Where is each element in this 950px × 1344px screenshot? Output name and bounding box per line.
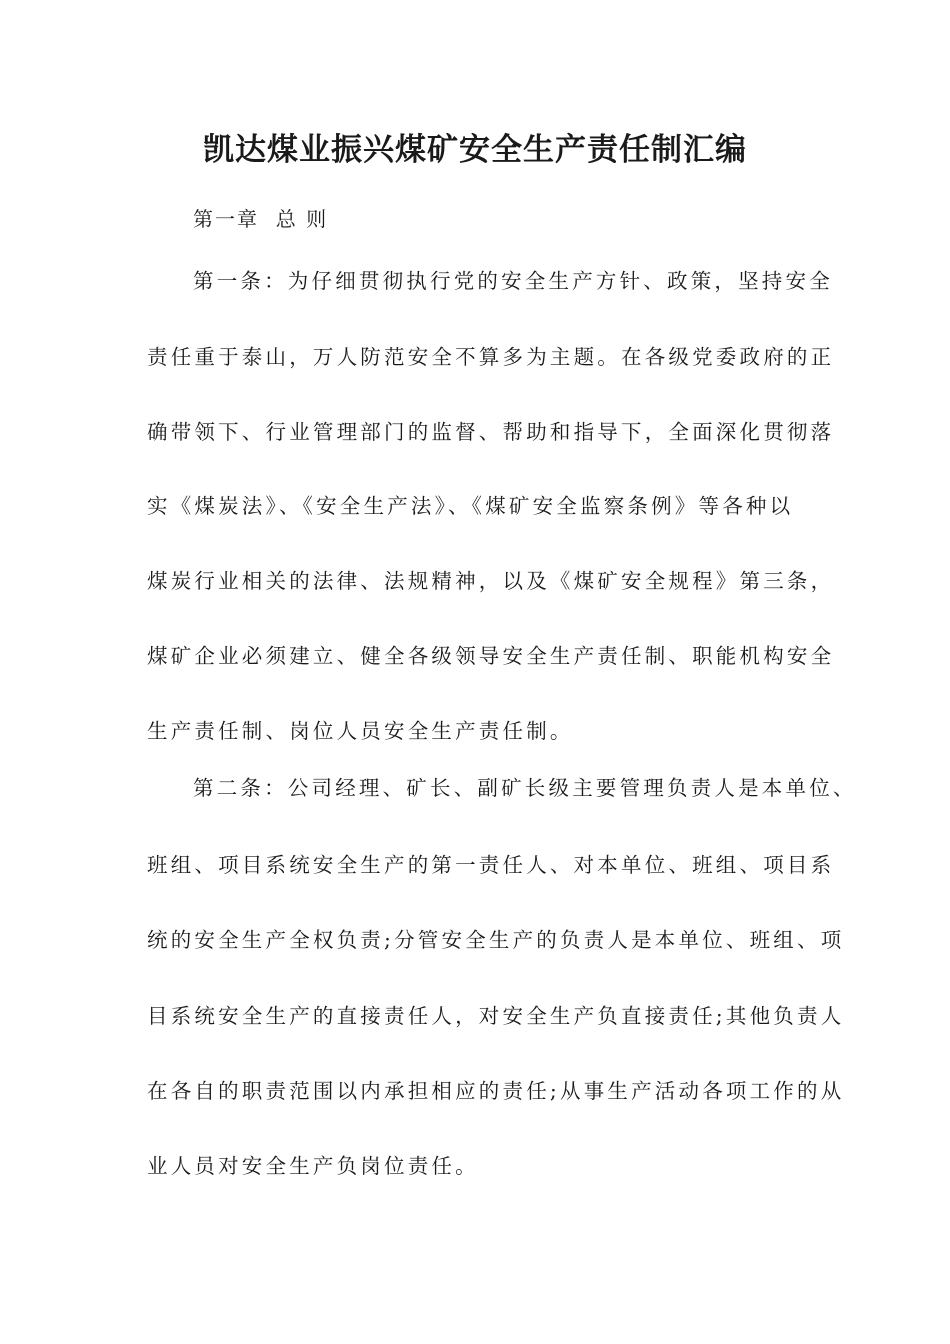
article-1-line: 确带领下、行业管理部门的监督、帮助和指导下，全面深化贯彻落 bbox=[147, 420, 835, 444]
article-1-line: 实《煤炭法》、《安全生产法》、《煤矿安全监察条例》等各种以 bbox=[147, 494, 794, 518]
article-2-line: 班组、项目系统安全生产的第一责任人、对本单位、班组、项目系 bbox=[147, 853, 835, 877]
article-2-line: 在各自的职责范围以内承担相应的责任;从事生产活动各项工作的从 bbox=[147, 1079, 845, 1103]
article-2-line: 目系统安全生产的直接责任人，对安全生产负直接责任;其他负责人 bbox=[147, 1004, 845, 1028]
document-title: 凯达煤业振兴煤矿安全生产责任制汇编 bbox=[203, 132, 747, 168]
article-2-line: 第二条：公司经理、矿长、副矿长级主要管理负责人是本单位、 bbox=[193, 776, 857, 800]
article-2-line: 统的安全生产全权负责;分管安全生产的负责人是本单位、班组、项 bbox=[147, 928, 845, 952]
chapter-heading: 第一章 总 则 bbox=[193, 207, 329, 231]
article-1-line: 煤矿企业必须建立、健全各级领导安全生产责任制、职能机构安全 bbox=[147, 644, 835, 668]
article-1-line: 责任重于泰山，万人防范安全不算多为主题。在各级党委政府的正 bbox=[147, 345, 835, 369]
article-1-line: 生产责任制、岗位人员安全生产责任制。 bbox=[147, 719, 574, 743]
article-1-line: 第一条：为仔细贯彻执行党的安全生产方针、政策，坚持安全 bbox=[193, 269, 833, 293]
article-1-line: 煤炭行业相关的法律、法规精神，以及《煤矿安全规程》第三条， bbox=[147, 569, 835, 593]
article-2-line: 业人员对安全生产负岗位责任。 bbox=[147, 1154, 479, 1178]
